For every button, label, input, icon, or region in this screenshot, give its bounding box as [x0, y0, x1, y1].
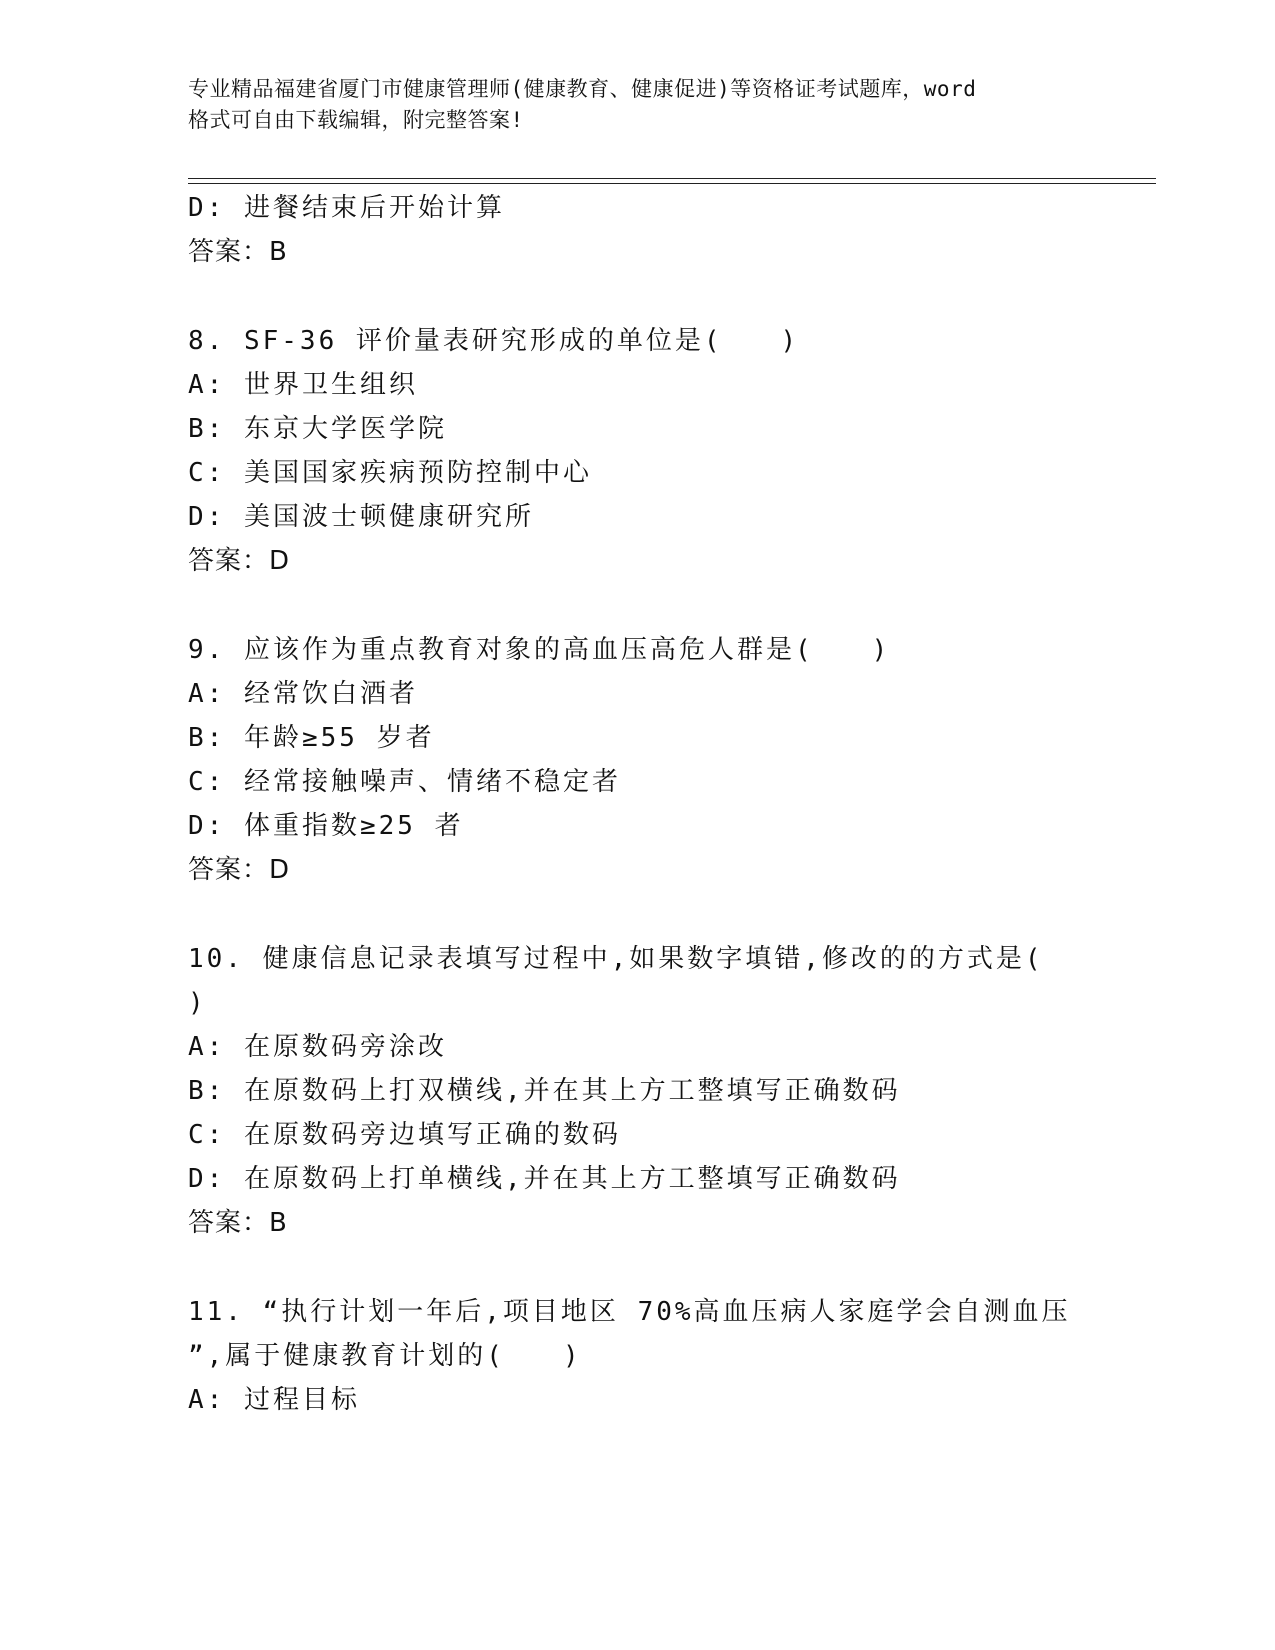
question-line-continued: ): [188, 988, 207, 1018]
header-line-1: 专业精品福建省厦门市健康管理师(健康教育、健康促进)等资格证考试题库，word: [188, 77, 977, 101]
question-line: 9. 应该作为重点教育对象的高血压高危人群是( ): [188, 635, 891, 665]
option-line: D: 在原数码上打单横线,并在其上方工整填写正确数码: [188, 1164, 901, 1194]
question-line: 11. “执行计划一年后,项目地区 70%高血压病人家庭学会自测血压: [188, 1297, 1071, 1327]
page-header: [188, 74, 1108, 136]
answer-line: 答案：B: [188, 237, 288, 267]
answer-line: 答案：B: [188, 1208, 288, 1238]
option-line: C: 经常接触噪声、情绪不稳定者: [188, 767, 621, 797]
answer-line: 答案：D: [188, 855, 291, 885]
option-line: A: 过程目标: [188, 1385, 360, 1415]
question-line: 10. 健康信息记录表填写过程中,如果数字填错,修改的的方式是(: [188, 944, 1044, 974]
option-line: C: 在原数码旁边填写正确的数码: [188, 1120, 621, 1150]
option-line: D: 美国波士顿健康研究所: [188, 502, 534, 532]
option-line: B: 年龄≥55 岁者: [188, 723, 435, 753]
option-line: B: 在原数码上打双横线,并在其上方工整填写正确数码: [188, 1076, 901, 1106]
header-divider-top: [188, 178, 1156, 179]
question-line-continued: ”,属于健康教育计划的( ): [188, 1341, 582, 1371]
option-line: A: 经常饮白酒者: [188, 679, 418, 709]
header-line-2: 格式可自由下载编辑，附完整答案!: [188, 108, 524, 132]
option-line: D: 体重指数≥25 者: [188, 811, 464, 841]
option-line: A: 世界卫生组织: [188, 370, 418, 400]
question-line: 8. SF-36 评价量表研究形成的单位是( ): [188, 326, 800, 356]
option-line: C: 美国国家疾病预防控制中心: [188, 458, 592, 488]
header-divider-bottom: [188, 183, 1156, 184]
option-line: B: 东京大学医学院: [188, 414, 447, 444]
option-line: D: 进餐结束后开始计算: [188, 193, 505, 223]
option-line: A: 在原数码旁涂改: [188, 1032, 447, 1062]
answer-line: 答案：D: [188, 546, 291, 576]
